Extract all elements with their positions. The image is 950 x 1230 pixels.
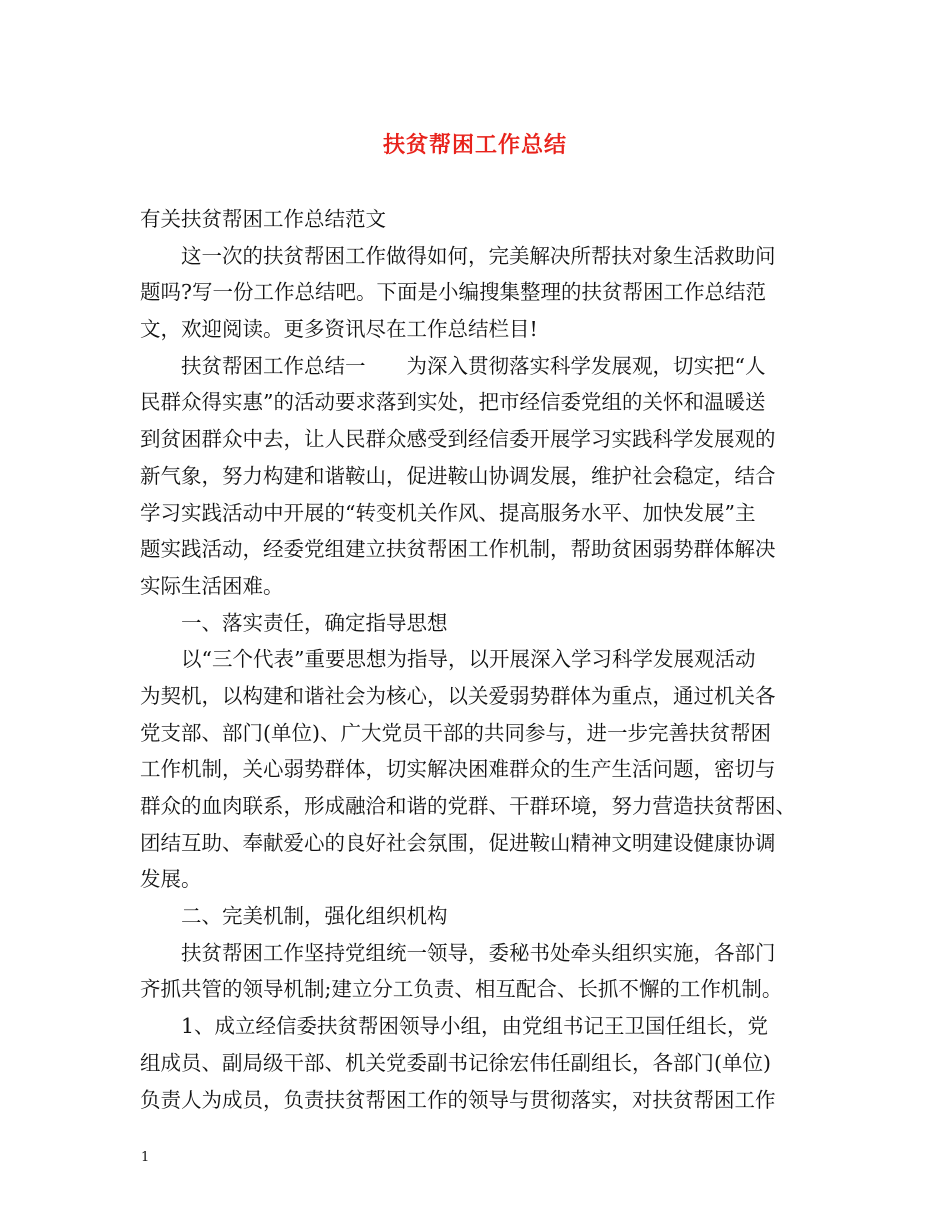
document-title: 扶贫帮困工作总结 xyxy=(382,132,567,158)
paragraph-line: 组成员、副局级干部、机关党委副书记徐宏伟任副组长，各部门(单位) xyxy=(140,1050,771,1075)
paragraph-line: 团结互助、奉献爱心的良好社会氛围，促进鞍山精神文明建设健康协调 xyxy=(140,830,776,855)
paragraph-line: 学习实践活动中开展的“转变机关作风、提高服务水平、加快发展”主 xyxy=(140,500,756,525)
paragraph-line: 群众的血肉联系，形成融洽和谐的党群、干群环境，努力营造扶贫帮困、 xyxy=(140,794,796,818)
paragraph-line: 文，欢迎阅读。更多资讯尽在工作总结栏目! xyxy=(140,317,538,342)
paragraph-line: 扶贫帮困工作坚持党组统一领导，委秘书处牵头组织实施，各部门 xyxy=(181,940,776,965)
paragraph-line: 扶贫帮困工作总结一 为深入贯彻落实科学发展观，切实把“人 xyxy=(181,353,766,378)
page-number: 1 xyxy=(141,1150,150,1165)
section-heading: 一、落实责任，确定指导思想 xyxy=(181,610,448,635)
paragraph-line: 到贫困群众中去，让人民群众感受到经信委开展学习实践科学发展观的 xyxy=(140,427,776,452)
section-heading: 二、完美机制，强化组织机构 xyxy=(181,904,448,929)
paragraph-line: 齐抓共管的领导机制;建立分工负责、相互配合、长抓不懈的工作机制。 xyxy=(140,977,783,1002)
paragraph-line: 题实践活动，经委党组建立扶贫帮困工作机制，帮助贫困弱势群体解决 xyxy=(140,537,776,562)
paragraph-line: 发展。 xyxy=(140,867,202,892)
subtitle-line: 有关扶贫帮困工作总结范文 xyxy=(140,207,386,231)
paragraph-line: 实际生活困难。 xyxy=(140,573,284,598)
paragraph-line: 1、成立经信委扶贫帮困领导小组，由党组书记王卫国任组长，党 xyxy=(181,1014,769,1039)
paragraph-line: 为契机，以构建和谐社会为核心，以关爱弱势群体为重点，通过机关各 xyxy=(140,683,776,708)
paragraph-line: 题吗?写一份工作总结吧。下面是小编搜集整理的扶贫帮困工作总结范 xyxy=(140,280,766,305)
paragraph-line: 这一次的扶贫帮困工作做得如何，完美解决所帮扶对象生活救助问 xyxy=(181,243,776,268)
paragraph-line: 民群众得实惠”的活动要求落到实处，把市经信委党组的关怀和温暖送 xyxy=(140,390,766,415)
document-body xyxy=(140,201,820,1118)
paragraph-line: 新气象，努力构建和谐鞍山，促进鞍山协调发展，维护社会稳定，结合 xyxy=(140,463,776,488)
paragraph-line: 负责人为成员，负责扶贫帮困工作的领导与贯彻落实，对扶贫帮困工作 xyxy=(140,1087,776,1112)
paragraph-line: 以“三个代表”重要思想为指导，以开展深入学习科学发展观活动 xyxy=(181,647,756,672)
paragraph-line: 党支部、部门(单位)、广大党员干部的共同参与，进一步完善扶贫帮困 xyxy=(140,720,771,745)
paragraph-line: 工作机制，关心弱势群体，切实解决困难群众的生产生活问题，密切与 xyxy=(140,757,776,782)
